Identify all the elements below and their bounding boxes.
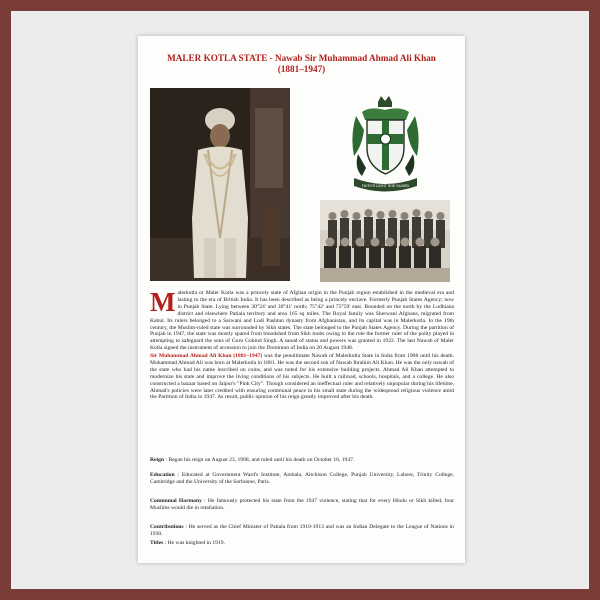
biography-text: was the penultimate Nawab of Malerkotla State in India from 1908 until his death. Muhammad Ahmad Ali was born at Malerkotla in 1881. He was the second son of Nawab Ibrahim Ali Khan. He was the only nawab of the state who had his name inscribed on coins, and was noted for his extensive building projects. Ahmad Ali Khan attempted to modernize his state and improve the living conditions of his subjects. He built a railroad, schools, hospitals, and a college. He also constructed a bazaar based on Jaipur's "Pink City". Though considered an ineffectual ruler and relatively unpopular during his lifetime, Ahmad's policies were later credited with ensuring communal peace in his small state during the widespread religious violence amid the Partition of India in 1947. As result, public opinion of his reign greatly improved after his death. — [150, 353, 454, 401]
fact-label: Education — [150, 472, 175, 478]
dropcap-letter: M — [150, 287, 176, 317]
nawab-portrait-photo — [150, 88, 290, 281]
malerkotla-crest-emblem — [348, 96, 423, 194]
fact-label: Communal Harmony — [150, 498, 202, 504]
fact-education: Education : Educated at Government Ward's Institute, Ambala, Aitchison College, Punjab University, Lahore, Trinity College, Cambridge and the University of the Sorbonne, Paris. — [150, 472, 455, 485]
fact-label: Contributions — [150, 524, 184, 530]
poster-title — [138, 53, 465, 74]
intro-paragraph-text: alerkotla or Maler Kotla was a princely state of Afghan origin in the Punjab region established in the medieval era and lasting to the era of British India. It has been described as being a princely enclave. Formerly Punjab States Agency; now in Punjab State. Lying between 30°24' and 30°41' north; 75°42' and 75°59' east. Bounded on the north by the Ludhiana district and elsewhere Patiala territory and area 165 sq miles. The Royal family was Sherwani Afghans, migrated from Kabul. Its rulers belonged to a Sarwani and Lodi Pashtun dynasty from Afghanistan, and its capital was in Malerkotla. In the 19th century, the Muslim-ruled state was surrounded by Sikh states. The state belonged to the Punjab States Agency. During the partition of Punjab in 1947, the state was mostly spared from bloodshed from Sikh mobs owing to the role the former ruler of the polity played in attempting to safeguard the sons of Guru Gobind Singh. A sanad of status and powers was granted in 1922. The last Nawab of Maler Kotla signed the instrument of accession to join the Dominion of India on 20 August 1948. — [150, 290, 454, 352]
poster — [138, 36, 465, 563]
fact-titles: Titles : He was knighted in 1919. — [150, 540, 225, 546]
poster-title-line2: (1881–1947) — [277, 63, 326, 74]
fact-text: He served as the Chief Minister of Patiala from 1910-1913 and was an Indian Delegate to the League of Nations in 1930. — [150, 524, 454, 537]
fact-contributions: Contributions : He served as the Chief Minister of Patiala from 1910-1913 and was an Indian Delegate to the League of Nations in 1930. — [150, 524, 454, 537]
biography-name: Sir Muhammad Ahmad Ali Khan (1881–1947) — [150, 353, 263, 359]
fact-text: He famously protected his state from the 1947 violence, stating that for every Hindu or Sikh killed, four Muslims would die in retaliation. — [150, 498, 454, 511]
biography-paragraph — [150, 353, 454, 401]
fact-text: Began his reign on August 23, 1908, and ruled until his death on October 16, 1947. — [168, 457, 355, 463]
intro-paragraph — [150, 287, 454, 352]
fact-label: Reign — [150, 457, 164, 463]
group-photo — [320, 200, 450, 282]
fact-label: Titles — [150, 540, 164, 546]
crest-motto: FAITH'S LIGHT SHE GUARD — [361, 184, 410, 188]
fact-text: He was knighted in 1919. — [167, 540, 225, 546]
fact-reign: Reign : Began his reign on August 23, 1908, and ruled until his death on October 16, 1947. — [150, 457, 355, 463]
poster-title-line1: MALER KOTLA STATE - Nawab Sir Muhammad Ahmad Ali Khan — [167, 53, 436, 63]
fact-text: Educated at Government Ward's Institute, Ambala, Aitchison College, Punjab University, Lahore, Trinity College, Cambridge and the University of the Sorbonne, Paris. — [150, 472, 455, 485]
fact-communal-harmony: Communal Harmony : He famously protected his state from the 1947 violence, stating that for every Hindu or Sikh killed, four Muslims would die in retaliation. — [150, 498, 454, 511]
